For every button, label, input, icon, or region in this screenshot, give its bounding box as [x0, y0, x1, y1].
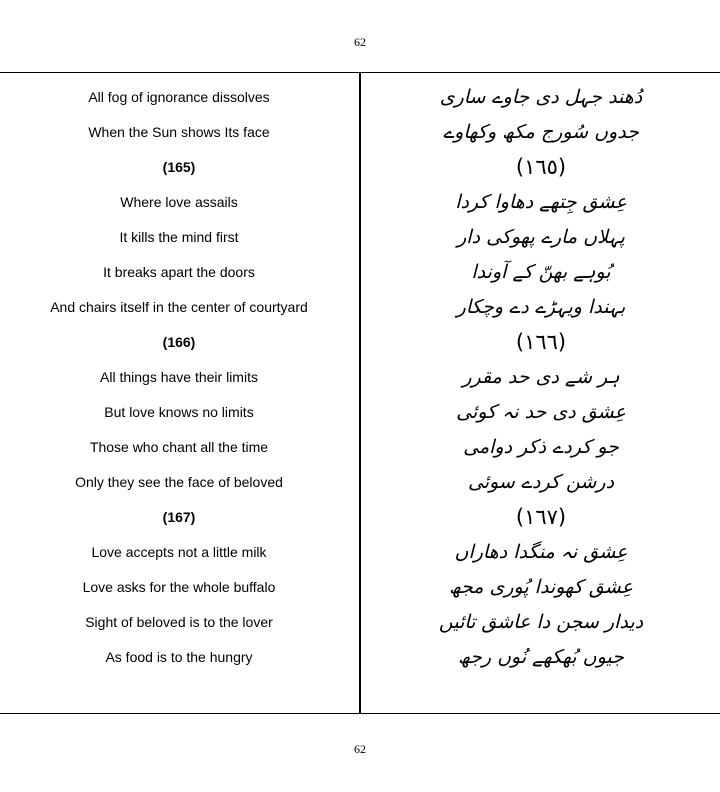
english-verse-line: Sight of beloved is to the lover [85, 614, 273, 630]
urdu-verse-line: عِشق کھوندا پُوری مجھ [448, 576, 633, 598]
english-verse-line: Love accepts not a little milk [91, 544, 267, 560]
urdu-verse-line: ہر شے دی حد مقرر [462, 366, 620, 388]
page-number-top: 62 [354, 35, 366, 49]
urdu-verse-number: (١٦٦) [515, 330, 567, 354]
urdu-verse-number: (١٦٥) [515, 155, 567, 179]
urdu-verse-line: بہندا ویہڑے دے وچکار [456, 296, 626, 318]
english-verse-number: (166) [162, 334, 196, 350]
english-verse-number: (167) [162, 509, 196, 525]
english-verse-line: Where love assails [120, 194, 238, 210]
english-verse-number: (165) [162, 159, 196, 175]
urdu-verse-line: عِشق دی حد نہ کوئی [456, 401, 626, 423]
english-verse-line: Love asks for the whole buffalo [82, 579, 276, 595]
urdu-verse-line: دُھند جہل دی جاوے ساری [439, 86, 643, 108]
urdu-verse-line: پہلاں مارے پھوکی دار [457, 226, 625, 248]
urdu-verse-number: (١٦٧) [515, 505, 567, 529]
column-divider [359, 72, 361, 714]
urdu-verse-line: جدوں سُورج مکھ وکھاوے [443, 121, 639, 143]
english-verse-line: It breaks apart the doors [103, 264, 255, 280]
urdu-verse-line: دیدار سجن دا عاشق تائیں [438, 611, 644, 633]
urdu-verse-line: جیوں بُھکھے نُوں رجھ [458, 646, 624, 668]
english-verse-line: Those who chant all the time [89, 439, 269, 455]
english-verse-line: All fog of ignorance dissolves [88, 89, 270, 105]
english-verse-line: And chairs itself in the center of courtyard [50, 299, 308, 315]
urdu-verse-line: درشن کردے سوئی [467, 471, 615, 493]
page-number-bottom: 62 [354, 742, 366, 756]
urdu-verse-line: عِشق نہ منگدا دھاراں [454, 541, 628, 563]
english-column [0, 80, 358, 675]
bottom-rule [0, 713, 720, 714]
urdu-verse-line: جو کردے ذکر دوامی [463, 436, 619, 458]
english-verse-line: As food is to the hungry [105, 649, 253, 665]
urdu-verse-line: بُوہے بھنّ کے آوندا [471, 261, 611, 283]
urdu-verse-line: عِشق جِتھے دھاوا کردا [455, 191, 627, 213]
urdu-column [362, 80, 720, 675]
english-verse-line: But love knows no limits [104, 404, 254, 420]
english-verse-line: It kills the mind first [119, 229, 239, 245]
english-verse-line: When the Sun shows Its face [88, 124, 270, 140]
english-verse-line: Only they see the face of beloved [75, 474, 283, 490]
english-verse-line: All things have their limits [100, 369, 258, 385]
